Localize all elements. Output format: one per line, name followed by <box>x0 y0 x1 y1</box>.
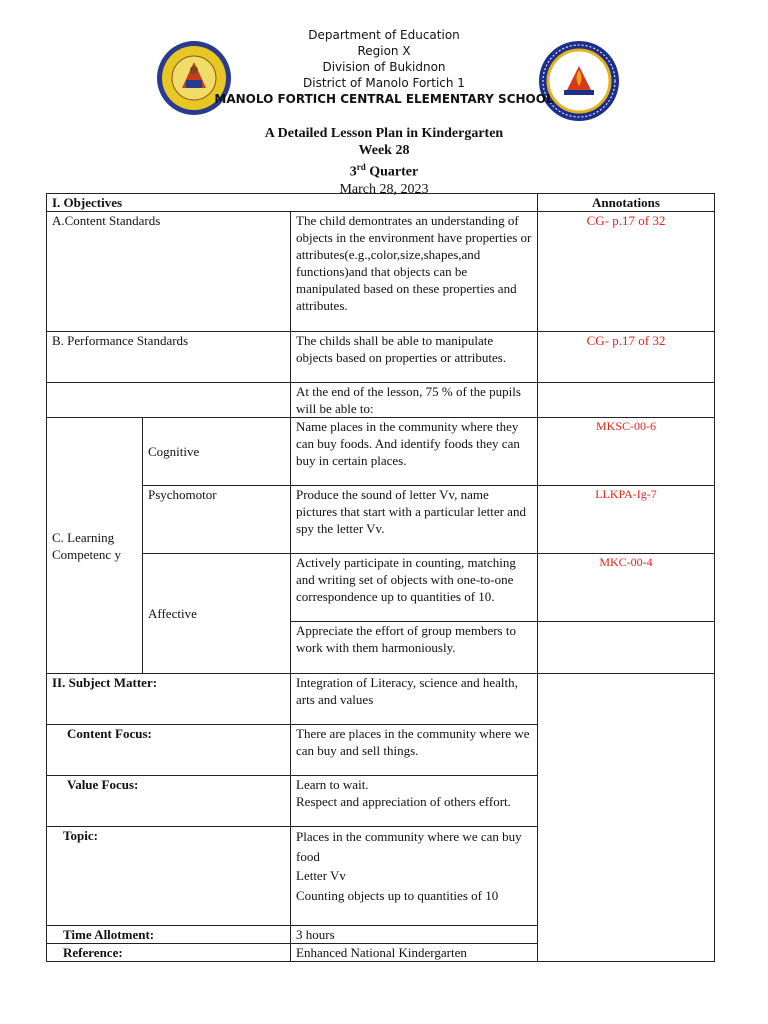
topic-text <box>291 827 538 926</box>
affective-text-1: Actively participate in counting, matching and writing set of objects with one-to-one correspondence up to quantities of 10. <box>291 554 538 622</box>
lesson-plan-title <box>0 125 768 198</box>
learning-competency-label: C. Learning Competenc y <box>47 418 143 674</box>
header-line1: Department of Education <box>308 28 460 42</box>
blank-cell <box>47 383 291 418</box>
topic-line1: Places in the community where we can buy food <box>296 829 522 864</box>
performance-standards-label: B. Performance Standards <box>47 332 291 383</box>
psychomotor-annotation: LLKPA-Ig-7 <box>538 486 715 554</box>
objectives-header: I. Objectives <box>47 194 538 212</box>
subject-matter-text: Integration of Literacy, science and health, arts and values <box>291 674 538 725</box>
value-focus-line1: Learn to wait. <box>296 777 369 792</box>
content-standards-label: A.Content Standards <box>47 212 291 332</box>
topic-line3: Counting objects up to quantities of 10 <box>296 887 499 903</box>
lesson-plan-table <box>46 193 715 962</box>
topic-line2: Letter Vv <box>296 868 346 883</box>
end-of-lesson-text: At the end of the lesson, 75 % of the pupils will be able to: <box>291 383 538 418</box>
title-week: Week 28 <box>358 143 410 158</box>
time-allotment-text: 3 hours <box>291 926 538 944</box>
value-focus-line2: Respect and appreciation of others effort. <box>296 794 511 809</box>
content-standards-annotation: CG- p.17 of 32 <box>538 212 715 332</box>
subject-matter-label: II. Subject Matter: <box>47 674 291 725</box>
cognitive-annotation: MKSC-00-6 <box>538 418 715 486</box>
performance-standards-annotation: CG- p.17 of 32 <box>538 332 715 383</box>
blank-annotation <box>538 383 715 418</box>
reference-text: Enhanced National Kindergarten <box>291 944 538 962</box>
topic-label: Topic: <box>47 827 291 926</box>
title-line1: A Detailed Lesson Plan in Kindergarten <box>264 126 504 141</box>
title-quarter: 3rd Quarter <box>349 162 419 180</box>
cognitive-label: Cognitive <box>143 418 291 486</box>
affective-text-2: Appreciate the effort of group members to work with them harmoniously. <box>291 622 538 674</box>
header-line2: Region X <box>357 44 411 58</box>
affective-annotation: MKC-00-4 <box>538 554 715 622</box>
content-standards-text: The child demontrates an understanding of objects in the environment have properties or attributes(e.g.,color,size,shapes,and functions)and that objects can be manipulated based on these properties and attributes. <box>291 212 538 332</box>
psychomotor-label: Psychomotor <box>143 486 291 554</box>
content-focus-label: Content Focus: <box>47 725 291 776</box>
header-line3: Division of Bukidnon <box>322 60 446 74</box>
school-header <box>0 27 768 107</box>
subject-annotation-cell <box>538 674 715 962</box>
value-focus-label: Value Focus: <box>47 776 291 827</box>
blank-annotation <box>538 622 715 674</box>
psychomotor-text: Produce the sound of letter Vv, name pictures that start with a particular letter and spy the letter Vv. <box>291 486 538 554</box>
performance-standards-text: The childs shall be able to manipulate objects based on properties or attributes. <box>291 332 538 383</box>
reference-label: Reference: <box>47 944 291 962</box>
cognitive-text: Name places in the community where they can buy foods. And identify foods they can buy in certain places. <box>291 418 538 486</box>
header-line4: District of Manolo Fortich 1 <box>303 76 465 90</box>
title-date: March 28, 2023 <box>339 181 429 197</box>
annotations-header: Annotations <box>538 194 715 212</box>
time-allotment-label: Time Allotment: <box>47 926 291 944</box>
affective-label: Affective <box>143 554 291 674</box>
content-focus-text: There are places in the community where we can buy and sell things. <box>291 725 538 776</box>
school-name: MANOLO FORTICH CENTRAL ELEMENTARY SCHOOL <box>214 92 554 106</box>
value-focus-text <box>291 776 538 827</box>
